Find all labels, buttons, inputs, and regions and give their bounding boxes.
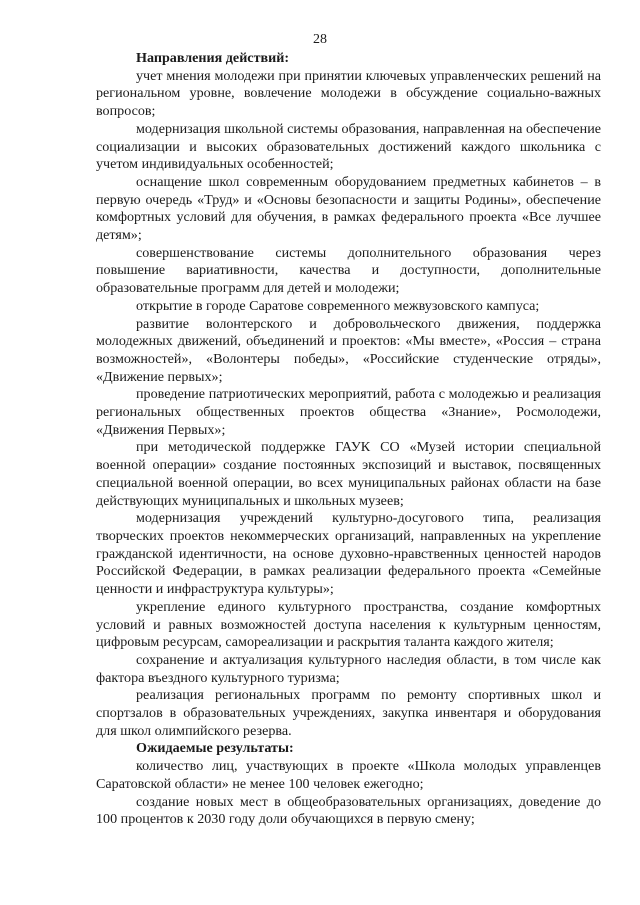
- action-item: оснащение школ современным оборудованием предметных кабинетов – в первую очередь «Труд» и «Основы безопасности и защиты Родины», обеспечение комфортных условий для обучения, в рамках федерального проекта «Все лучшее детям»;: [96, 173, 601, 244]
- action-item: модернизация учреждений культурно-досугового типа, реализация творческих проектов некоммерческих организаций, направленных на укрепление гражданской идентичности, на основе духовно-нравственных ценностей народов Российской Федерации, в рамках реализации федерального проекта «Семейные ценности и инфраструктура культуры»;: [96, 510, 601, 598]
- results-heading: Ожидаемые результаты:: [136, 740, 294, 757]
- action-item: развитие волонтерского и добровольческого движения, поддержка молодежных движений, объединений и проектов: «Мы вместе», «Россия – страна возможностей», «Волонтеры победы», «Российские студенческие отряды», «Движение первых»;: [96, 315, 601, 385]
- result-item: количество лиц, участвующих в проекте «Школа молодых управленцев Саратовской области» не менее 100 человек ежегодно;: [96, 758, 601, 792]
- actions-heading: Направления действий:: [136, 50, 290, 66]
- action-item: совершенствование системы дополнительного образования через повышение вариативности, качества и доступности, дополнительные образовательные программ для детей и молодежи;: [96, 244, 601, 297]
- action-item: укрепление единого культурного пространства, создание комфортных условий и равных возможностей доступа населения к культурным ценностям, цифровым ресурсам, самореализации и раскрытия таланта каждого жителя;: [96, 598, 601, 651]
- action-item: сохранение и актуализация культурного наследия области, в том числе как фактора въездного культурного туризма;: [96, 651, 601, 686]
- action-item: проведение патриотических мероприятий, работа с молодежью и реализация региональных общественных проектов общества «Знание», Росмолодежи, «Движения Первых»;: [96, 386, 601, 438]
- page-content: [96, 50, 601, 829]
- page-number: 28: [313, 32, 327, 47]
- result-item: создание новых мест в общеобразовательных организациях, доведение до 100 процентов к 2030 году доли обучающихся в первую смену;: [96, 793, 601, 828]
- action-item: модернизация школьной системы образования, направленная на обеспечение социализации и высоких образовательных достижений каждого школьника с учетом индивидуальных особенностей;: [96, 120, 601, 173]
- action-item: при методической поддержке ГАУК СО «Музей истории специальной военной операции» создание постоянных экспозиций и выставок, посвященных специальной военной операции, во всех муниципальных районах области на базе действующих муниципальных и школьных музеев;: [96, 439, 601, 509]
- action-item: открытие в городе Саратове современного межвузовского кампуса;: [136, 297, 540, 314]
- action-item: учет мнения молодежи при принятии ключевых управленческих решений на региональном уровне, вовлечение молодежи в обсуждение социально-важных вопросов;: [96, 67, 601, 120]
- action-item: реализация региональных программ по ремонту спортивных школ и спортзалов в образовательных учреждениях, закупка инвентаря и оборудования для школ олимпийского резерва.: [96, 687, 601, 739]
